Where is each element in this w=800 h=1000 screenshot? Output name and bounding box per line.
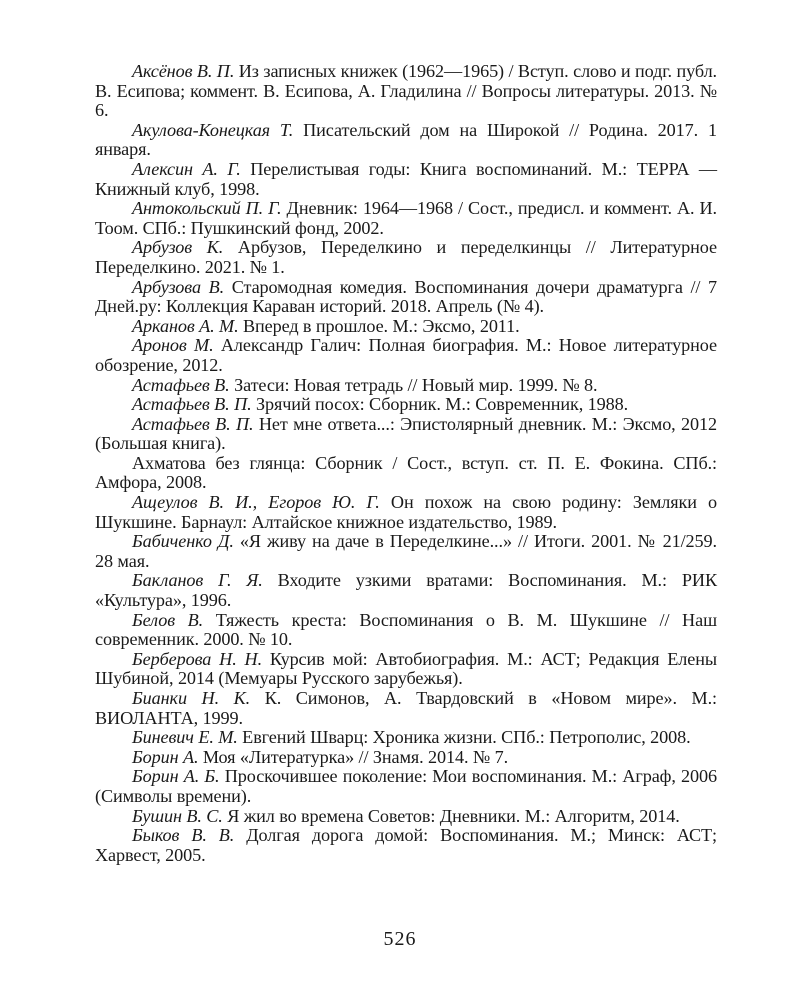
entry-author: Алексин А. Г. xyxy=(132,158,241,179)
bibliography-entry xyxy=(95,62,717,121)
bibliography-entry xyxy=(95,532,717,571)
bibliography-entry xyxy=(95,767,717,806)
entry-text: Александр Галич: Полная биография. М.: Новое литературное обозрение, 2012. xyxy=(95,335,717,375)
entry-text: Старомодная комедия. Воспоминания дочери драматурга // 7 Дней.ру: Коллекция Караван историй. 2018. Апрель (№ 4). xyxy=(95,276,717,317)
bibliography-entry xyxy=(95,611,717,650)
entry-author: Аронов М. xyxy=(132,335,214,356)
bibliography-entry xyxy=(95,199,717,238)
bibliography-entry xyxy=(95,807,717,827)
entry-text: Я жил во времена Советов: Дневники. М.: Алгоритм, 2014. xyxy=(222,805,680,826)
bibliography-entry xyxy=(95,415,717,454)
entry-author: Акулова-Конецкая Т. xyxy=(132,119,294,140)
entry-text: Долгая дорога домой: Воспоминания. М.; Минск: АСТ; Харвест, 2005. xyxy=(95,825,717,865)
bibliography-entry xyxy=(95,376,717,396)
bibliography-entry xyxy=(95,336,717,375)
entry-author: Борин А. xyxy=(132,746,199,767)
entry-author: Белов В. xyxy=(132,609,204,630)
entry-author: Арканов А. М. xyxy=(132,315,239,336)
entry-text: Перелистывая годы: Книга воспоминаний. М.: ТЕРРА — Книжный клуб, 1998. xyxy=(95,158,717,199)
bibliography-entry xyxy=(95,689,717,728)
bibliography-entry xyxy=(95,493,717,532)
bibliography-list xyxy=(95,62,717,865)
entry-text: Курсив мой: Автобиография. М.: АСТ; Редакция Елены Шубиной, 2014 (Мемуары Русского зарубежья). xyxy=(95,648,718,689)
entry-text: Зрячий посох: Сборник. М.: Современник, 1988. xyxy=(251,394,629,415)
entry-text: Вперед в прошлое. М.: Эксмо, 2011. xyxy=(238,315,520,336)
page-number: 526 xyxy=(383,928,417,950)
entry-author: Бианки Н. К. xyxy=(132,688,251,708)
entry-text: Затеси: Новая тетрадь // Новый мир. 1999. № 8. xyxy=(229,374,598,395)
entry-author: Бабиченко Д. xyxy=(132,531,234,552)
entry-text: Входите узкими вратами: Воспоминания. М.: РИК «Культура», 1996. xyxy=(95,570,717,611)
entry-author: Биневич Е. М. xyxy=(132,727,238,748)
entry-text: Тяжесть креста: Воспоминания о В. М. Шукшине // Наш современник. 2000. № 10. xyxy=(95,609,717,650)
entry-text: Арбузов, Переделкино и переделкинцы // Литературное Переделкино. 2021. № 1. xyxy=(95,237,717,277)
entry-author: Арбузов К. xyxy=(132,237,224,258)
entry-text: Евгений Шварц: Хроника жизни. СПб.: Петрополис, 2008. xyxy=(237,727,691,748)
bibliography-entry xyxy=(95,454,717,493)
bibliography-entry xyxy=(95,650,717,689)
entry-author: Антокольский П. Г. xyxy=(132,198,282,219)
entry-author: Ащеулов В. И., Егоров Ю. Г. xyxy=(132,492,380,513)
entry-text: Ахматова без глянца: Сборник / Сост., вступ. ст. П. Е. Фокина. СПб.: Амфора, 2008. xyxy=(95,452,717,493)
entry-text: К. Симонов, А. Твардовский в «Новом мире». М.: ВИОЛАНТА, 1999. xyxy=(95,688,717,728)
bibliography-entry xyxy=(95,571,717,610)
entry-text: Дневник: 1964—1968 / Сост., предисл. и коммент. А. И. Тоом. СПб.: Пушкинский фонд, 2002. xyxy=(95,198,717,238)
entry-author: Астафьев В. П. xyxy=(132,394,252,415)
bibliography-entry xyxy=(95,748,717,768)
entry-author: Астафьев В. П. xyxy=(132,413,254,434)
entry-author: Аксёнов В. П. xyxy=(132,61,235,81)
entry-text: Из записных книжек (1962—1965) / Вступ. слово и подг. публ. В. Есипова; коммент. В. Есипова, А. Гладилина // Вопросы литературы. 2013. № 6. xyxy=(95,61,717,121)
entry-author: Арбузова В. xyxy=(132,276,225,297)
entry-text: Писательский дом на Широкой // Родина. 2017. 1 января. xyxy=(95,119,717,160)
entry-text: «Я живу на даче в Переделкине...» // Итоги. 2001. № 21/259. 28 мая. xyxy=(95,531,717,571)
bibliography-entry xyxy=(95,826,717,865)
entry-text: Проскочившее поколение: Мои воспоминания. М.: Аграф, 2006 (Символы времени). xyxy=(95,766,717,806)
bibliography-entry xyxy=(95,317,717,337)
bibliography-entry xyxy=(95,395,717,415)
entry-author: Бушин В. С. xyxy=(132,805,223,826)
entry-text: Он похож на свою родину: Земляки о Шукшине. Барнаул: Алтайское книжное издательство, 1989. xyxy=(95,492,717,532)
bibliography-entry xyxy=(95,160,717,199)
entry-author: Астафьев В. xyxy=(132,374,230,395)
entry-author: Борин А. Б. xyxy=(132,766,220,787)
bibliography-entry xyxy=(95,728,717,748)
bibliography-entry xyxy=(95,238,717,277)
entry-author: Бакланов Г. Я. xyxy=(132,570,263,591)
entry-text: Нет мне ответа...: Эпистолярный дневник. М.: Эксмо, 2012 (Большая книга). xyxy=(95,413,717,454)
bibliography-entry xyxy=(95,121,717,160)
entry-author: Быков В. В. xyxy=(132,825,235,846)
bibliography-entry xyxy=(95,278,717,317)
entry-text: Моя «Литературка» // Знамя. 2014. № 7. xyxy=(198,746,509,767)
entry-author: Берберова Н. Н. xyxy=(132,648,263,669)
